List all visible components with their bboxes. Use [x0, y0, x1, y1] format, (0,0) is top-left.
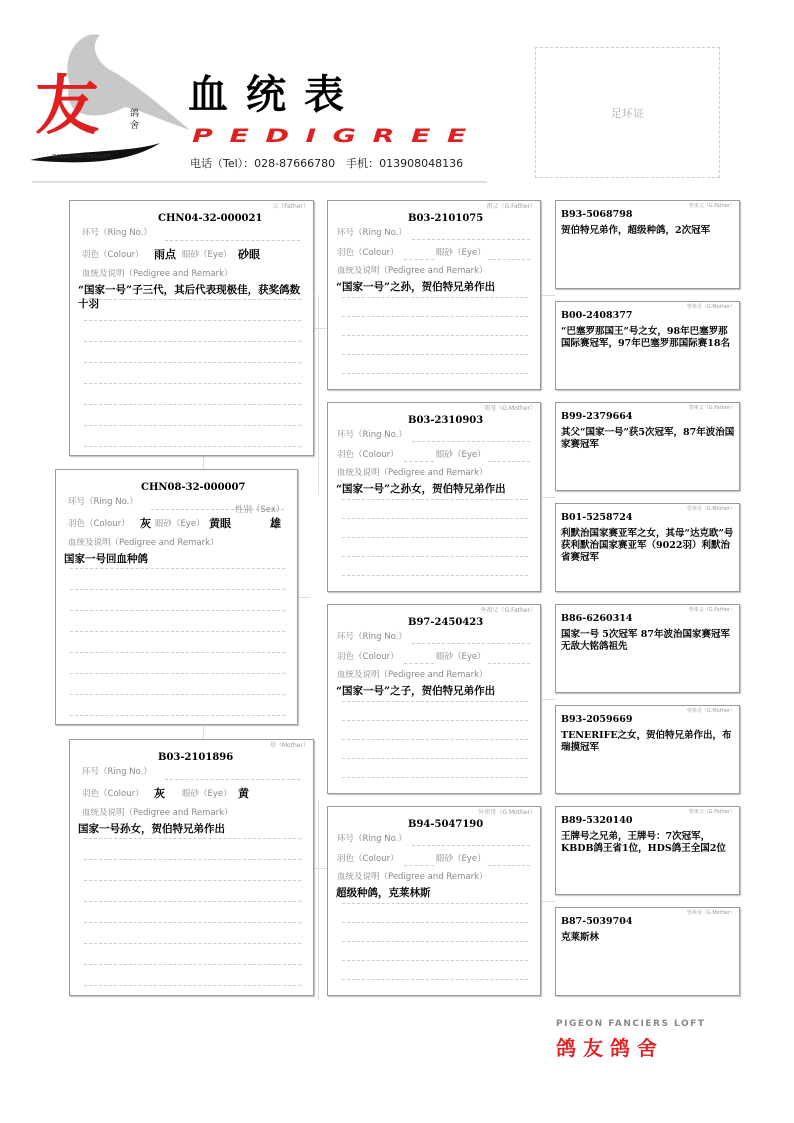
role-label: 曾祖父（G.Father）: [688, 607, 735, 613]
colour-underline: [404, 461, 434, 462]
great-grandparent-box[interactable]: [555, 301, 740, 390]
ring-value: B86-6260314: [561, 613, 633, 624]
colour-value: 灰: [140, 517, 151, 530]
role-label: 曾祖母（G.Mother）: [686, 506, 735, 512]
remark-line: [342, 720, 528, 721]
ring-underline: [165, 779, 300, 780]
ring-label: 环号（Ring No.）: [68, 497, 138, 507]
remark-text: 国家一号孙女，贺伯特兄弟作出: [78, 823, 225, 835]
remark-text: 超级种鸽，克莱林斯: [336, 887, 431, 899]
eye-label: 眼砂（Eye）: [182, 789, 232, 799]
role-label: 曾祖母（G.Mother）: [686, 708, 735, 714]
remark-line: [84, 425, 301, 426]
colour-label: 羽色（Colour）: [337, 854, 399, 864]
role-label: 外祖父（G.Father）: [480, 607, 536, 614]
ring-value: B00-2408377: [561, 310, 633, 321]
remark-line: [342, 518, 528, 519]
remark-line: [342, 941, 528, 942]
ring-label: 环号（Ring No.）: [337, 228, 407, 238]
pedigree-box-mother[interactable]: [69, 739, 314, 996]
remark-text: “国家一号”之子，贺伯特兄弟作出: [336, 685, 496, 697]
connector-line: [203, 725, 204, 739]
ring-underline: [412, 239, 530, 240]
pedigree-label: 血统及说明（Pedigree and Remark）: [337, 670, 488, 680]
remark-line: [84, 838, 301, 839]
remark-line: [342, 960, 528, 961]
eye-label: 眼砂（Eye）: [436, 854, 486, 864]
contact-info: 电话（Tel）：028-87666780 手机：013908048136: [190, 157, 464, 170]
remark-line: [84, 859, 301, 860]
colour-label: 羽色（Colour）: [337, 248, 399, 258]
pedigree-label: 血统及说明（Pedigree and Remark）: [337, 872, 488, 882]
eye-label: 眼砂（Eye）: [155, 519, 205, 529]
grandparent-box[interactable]: [327, 200, 541, 390]
sex-label: 性别（Sex）: [235, 505, 285, 515]
role-label: 曾祖父（G.Father）: [688, 809, 735, 815]
eye-label: 眼砂（Eye）: [436, 248, 486, 258]
remark-line: [342, 373, 528, 374]
eye-value: 砂眼: [238, 248, 260, 261]
connector-line: [541, 901, 555, 902]
role-label: 外祖母（G.Mother）: [478, 809, 536, 816]
ring-label: 环号（Ring No.）: [82, 767, 152, 777]
ring-underline: [165, 240, 300, 241]
ring-underline: [412, 643, 530, 644]
pedigree-label: 血统及说明（Pedigree and Remark）: [82, 269, 233, 279]
eye-value: 黄: [238, 787, 249, 800]
colour-label: 羽色（Colour）: [337, 652, 399, 662]
sex-value: 雄: [270, 517, 281, 530]
remark-line: [70, 610, 285, 611]
pedigree-box-self[interactable]: [55, 469, 298, 725]
connector-line: [203, 456, 204, 469]
remark-line: [342, 777, 528, 778]
connector-line: [314, 328, 327, 329]
ring-label: 环号（Ring No.）: [337, 632, 407, 642]
pedigree-label: 血统及说明（Pedigree and Remark）: [337, 468, 488, 478]
role-label: 父（Father）: [272, 203, 309, 210]
remark-text: “国家一号”子三代，其后代表现极佳，获奖鸽数十羽: [78, 284, 301, 310]
ring-label: 环号（Ring No.）: [337, 834, 407, 844]
remark-text: 国家一号回血种鸽: [64, 553, 148, 565]
remark-line: [342, 316, 528, 317]
great-grandparent-box[interactable]: [555, 604, 740, 693]
colour-label: 羽色（Colour）: [68, 519, 130, 529]
remark-line: [342, 297, 528, 298]
remark-line: [342, 556, 528, 557]
remark-text: “巴塞罗那国王”号之女，98年巴塞罗那国际赛冠军，97年巴塞罗那国际赛18名: [561, 326, 730, 349]
ring-underline: [412, 441, 530, 442]
ring-value: B87-5039704: [561, 916, 633, 927]
header-divider: [32, 181, 487, 183]
great-grandparent-box[interactable]: [555, 200, 740, 289]
remark-line: [84, 901, 301, 902]
remark-text: 国家一号 5次冠军 87年波治国家赛冠军 无敌大铭鸽祖先: [561, 629, 730, 652]
footer-en: PIGEON FANCIERS LOFT: [556, 1019, 706, 1029]
logo-en: PIGEON FANCIERS LOFT: [52, 154, 112, 160]
remark-line: [70, 673, 285, 674]
remark-text: “国家一号”之孙，贺伯特兄弟作出: [336, 281, 496, 293]
ring-certificate-slot[interactable]: [535, 47, 720, 178]
remark-line: [84, 964, 301, 965]
great-grandparent-box[interactable]: [555, 503, 740, 592]
logo-side-text: 鸽舍: [130, 109, 140, 131]
role-label: 曾祖父（G.Father）: [688, 405, 735, 411]
pedigree-label: 血统及说明（Pedigree and Remark）: [68, 538, 219, 548]
eye-label: 眼砂（Eye）: [182, 250, 232, 260]
remark-text: 王牌号之兄弟，王牌号：7次冠军，KBDB鸽王省1位，HDS鸽王全国2位: [561, 831, 726, 854]
role-label: 曾祖父（G.Father）: [688, 203, 735, 209]
great-grandparent-box[interactable]: [555, 806, 740, 895]
connector-line: [314, 868, 327, 869]
colour-label: 羽色（Colour）: [82, 789, 144, 799]
colour-value: 雨点: [154, 248, 176, 261]
remark-line: [70, 652, 285, 653]
ring-value: B03-2101075: [408, 213, 484, 224]
page-subtitle: PEDIGREE: [192, 125, 483, 147]
remark-line: [84, 985, 301, 986]
remark-text: “国家一号”之孙女，贺伯特兄弟作出: [336, 483, 506, 495]
ring-label: 环号（Ring No.）: [82, 228, 152, 238]
remark-line: [84, 446, 301, 447]
remark-line: [84, 922, 301, 923]
eye-underline: [488, 259, 530, 260]
connector-line: [318, 800, 319, 1000]
ring-value: B99-2379664: [561, 411, 633, 422]
ring-value: B94-5047190: [408, 819, 484, 830]
remark-line: [70, 715, 285, 716]
remark-line: [342, 499, 528, 500]
role-label: 曾祖母（G.Mother）: [686, 304, 735, 310]
remark-line: [84, 404, 301, 405]
role-label: 祖母（G.Mother）: [484, 405, 536, 412]
remark-line: [342, 354, 528, 355]
footer-cn: 鸽 友 鸽 舍: [556, 1036, 657, 1060]
remark-line: [84, 299, 301, 300]
remark-line: [84, 341, 301, 342]
ring-value: B89-5320140: [561, 815, 633, 826]
ring-label: 环号（Ring No.）: [337, 430, 407, 440]
great-grandparent-box[interactable]: [555, 705, 740, 794]
ring-underline: [412, 845, 530, 846]
remark-line: [84, 383, 301, 384]
grandparent-box[interactable]: [327, 402, 541, 592]
ring-value: B97-2450423: [408, 617, 484, 628]
ring-value: B93-5068798: [561, 209, 633, 220]
pedigree-label: 血统及说明（Pedigree and Remark）: [82, 808, 233, 818]
ring-value: B03-2101896: [158, 752, 234, 763]
role-label: 祖父（G.Father）: [486, 203, 536, 210]
remark-line: [84, 943, 301, 944]
grandparent-box[interactable]: [327, 604, 541, 794]
remark-line: [84, 320, 301, 321]
remark-line: [70, 631, 285, 632]
pedigree-box-father[interactable]: [69, 200, 314, 456]
remark-line: [342, 739, 528, 740]
eye-value: 黄眼: [209, 517, 231, 530]
colour-label: 羽色（Colour）: [337, 450, 399, 460]
great-grandparent-box[interactable]: [555, 907, 740, 996]
remark-text: 利默治国家赛亚军之女，其母“达克欧”号获利默治国家赛亚军（9022羽）利默治省赛冠军: [561, 528, 734, 563]
eye-underline: [488, 663, 530, 664]
ring-value: CHN08-32-000007: [141, 482, 246, 493]
page-title: 血统表: [188, 71, 362, 118]
pedigree-label: 血统及说明（Pedigree and Remark）: [337, 266, 488, 276]
ring-value: CHN04-32-000021: [158, 213, 263, 224]
eye-label: 眼砂（Eye）: [436, 450, 486, 460]
colour-underline: [404, 865, 434, 866]
great-grandparent-box[interactable]: [555, 402, 740, 491]
remark-line: [342, 922, 528, 923]
remark-text: 贺伯特兄弟作，超级种鸽，2次冠军: [561, 225, 711, 236]
colour-label: 羽色（Colour）: [82, 250, 144, 260]
remark-line: [70, 589, 285, 590]
remark-line: [342, 575, 528, 576]
remark-line: [342, 701, 528, 702]
eye-underline: [488, 461, 530, 462]
remark-line: [342, 537, 528, 538]
remark-line: [342, 979, 528, 980]
eye-underline: [488, 865, 530, 866]
remark-line: [342, 903, 528, 904]
remark-text: 其父“国家一号”获5次冠军，87年波治国家赛冠军: [561, 427, 735, 450]
colour-underline: [404, 663, 434, 664]
remark-line: [70, 568, 285, 569]
connector-line: [541, 699, 555, 700]
remark-line: [342, 758, 528, 759]
role-label: 曾祖母（G.Mother）: [686, 910, 735, 916]
connector-line: [541, 497, 555, 498]
logo-char: 友: [35, 69, 99, 144]
remark-text: 克莱斯林: [561, 932, 600, 943]
ring-value: B93-2059669: [561, 714, 633, 725]
ring-cert-label: 足环证: [611, 106, 644, 120]
connector-line: [298, 597, 310, 598]
grandparent-box[interactable]: [327, 806, 541, 996]
connector-line: [318, 295, 319, 495]
colour-value: 灰: [154, 787, 165, 800]
connector-line: [541, 295, 555, 296]
remark-line: [84, 880, 301, 881]
colour-underline: [404, 259, 434, 260]
eye-label: 眼砂（Eye）: [436, 652, 486, 662]
ring-value: B01-5258724: [561, 512, 633, 523]
remark-line: [84, 362, 301, 363]
remark-line: [70, 694, 285, 695]
remark-line: [342, 335, 528, 336]
ring-value: B03-2310903: [408, 415, 484, 426]
remark-text: TENERIFE之女，贺伯特兄弟作出，布瑞摸冠军: [561, 730, 732, 753]
role-label: 母（Mother）: [269, 742, 309, 749]
